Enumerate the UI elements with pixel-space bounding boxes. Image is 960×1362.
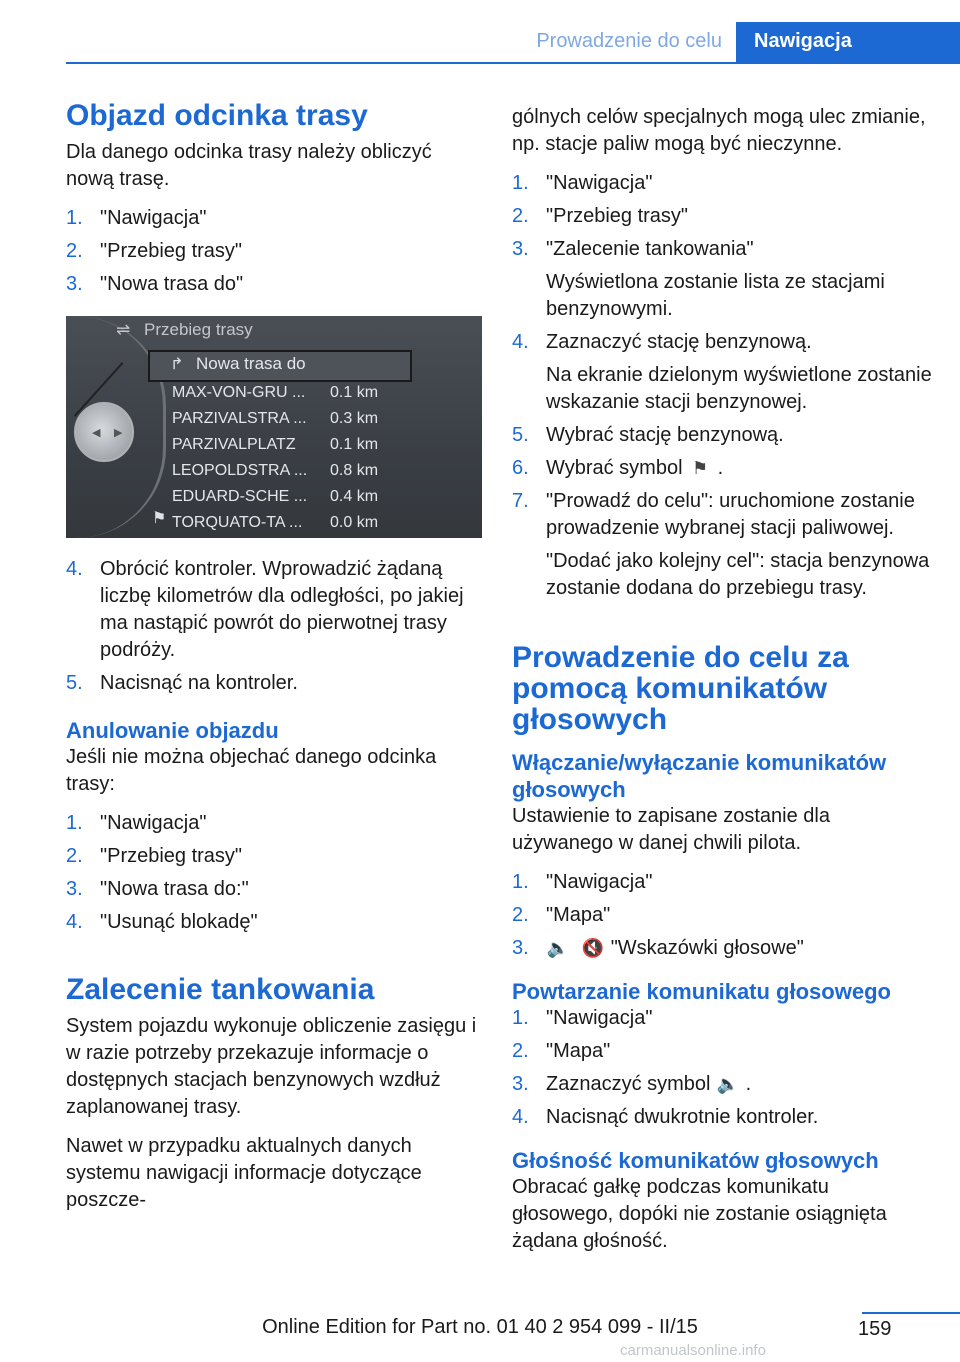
list-item: 2. "Mapa": [512, 1040, 611, 1062]
list-item: 4. Zaznaczyć stację benzynową. Na ekranie dzielonym wyświetlone zostanie wskazanie stacji benzynowej.: [512, 331, 932, 413]
list-item: 4. Nacisnąć dwukrotnie kontroler.: [512, 1106, 819, 1128]
heading-fuel: Zalecenie tankowania: [66, 973, 375, 1006]
heading-cancel-detour: Anulowanie objazdu: [66, 718, 279, 743]
list-item: 2. "Przebieg trasy": [512, 205, 689, 227]
destination-flag-icon: ⚑: [152, 510, 167, 527]
heading-volume: Głośność komunikatów głosowych: [512, 1148, 879, 1173]
heading-detour: Objazd odcinka trasy: [66, 99, 368, 132]
list-item: 4. "Usunąć blokadę": [66, 911, 258, 933]
screen-row: PARZIVALSTRA ... 0.3 km: [172, 410, 379, 427]
list-item: 2. "Przebieg trasy": [66, 240, 243, 262]
detour-steps: [66, 205, 482, 298]
heading-voice-guidance: Prowadzenie do celu za pomocą komunikatów głosowych: [512, 641, 849, 736]
paragraph-detour: Dla danego odcinka trasy należy obliczyć nową trasę.: [66, 141, 432, 190]
paragraph-volume: Obracać gałkę podczas komunikatu głosowego, dopóki nie zostanie osiągnięta żądana głośność.: [512, 1176, 887, 1252]
footer-rule: [862, 1312, 960, 1314]
list-item: 1. "Nawigacja": [66, 812, 207, 834]
header-section-title: Prowadzenie do celu: [536, 30, 722, 52]
list-item: 2. "Mapa": [512, 904, 611, 926]
detour-steps-continued: [66, 556, 482, 697]
paragraph-fuel-1: System pojazdu wykonuje obliczenie zasięgu i w razie potrzeby przekazuje informacje o dostępnych stacjach benzynowych wzdłuż zaplanowanej trasy.: [66, 1015, 477, 1118]
idrive-screen-image: ◀ ▶ ⇌ Przebieg trasy ↱ Nowa trasa do MAX-VON-GRU ... 0.1 km PARZIVALSTRA ... 0.3 km PARZIVALPLATZ 0.1 km LEOPOLDSTRA ... 0.8 km EDUARD-SCHE ... 0.4 km ⚑ TORQUATO-TA ... 0.0 km: [66, 316, 482, 538]
footer-edition: Online Edition for Part no. 01 40 2 954 099 - II/15: [262, 1316, 698, 1338]
screen-title: ⇌ Przebieg trasy: [116, 320, 253, 339]
screen-row: MAX-VON-GRU ... 0.1 km: [172, 384, 379, 401]
fuel-steps: [512, 170, 932, 602]
list-item: 3. 🔈 🔇 "Wskazówki głosowe": [512, 935, 932, 962]
speaker-muted-icon: 🔇: [581, 938, 605, 958]
list-item: 1. "Nawigacja": [512, 1007, 653, 1029]
list-item: 6. Wybrać symbol ⚑ .: [512, 455, 932, 482]
heading-repeat-voice: Powtarzanie komunikatu głosowego: [512, 979, 891, 1004]
paragraph-cancel: Jeśli nie można objechać danego odcinka trasy:: [66, 746, 437, 795]
watermark: carmanualsonline.info: [620, 1342, 766, 1359]
heading-toggle-voice: Włączanie/wyłączanie komunikatów głosowych: [512, 750, 887, 802]
list-item: 4. Obrócić kontroler. Wprowadzić żądaną liczbę kilometrów dla odległości, po jakiej ma nastąpić powrót do pierwotnej trasy podróży.: [66, 558, 464, 661]
right-column: [512, 104, 932, 1255]
list-item: 1. "Nawigacja": [512, 172, 653, 194]
controller-knob-icon: [74, 402, 134, 462]
speaker-icon: 🔈: [546, 938, 570, 958]
left-column: [66, 100, 482, 1214]
list-item: 1. "Nawigacja": [512, 871, 653, 893]
destination-flag-icon: ⚑: [692, 458, 709, 478]
list-item: 5. Nacisnąć na kontroler.: [66, 672, 298, 694]
list-item: 3. "Nowa trasa do": [66, 273, 244, 295]
list-item: 2. "Przebieg trasy": [66, 845, 243, 867]
page-number: 159: [858, 1318, 892, 1340]
toggle-steps: [512, 869, 932, 962]
list-item: 7. "Prowadź do celu": uruchomione zostanie prowadzenie wybranej stacji paliwowej. "Dodać jako kolejny cel": stacja benzynowa zostanie dodana do przebiegu trasy.: [512, 490, 930, 599]
paragraph-toggle: Ustawienie to zapisane zostanie dla używanego w danej chwili pilota.: [512, 805, 830, 854]
route-icon: ⇌: [116, 320, 131, 339]
list-item: 3. "Nowa trasa do:": [66, 878, 249, 900]
speaker-icon: 🔈: [716, 1074, 740, 1094]
paragraph-fuel-2: Nawet w przypadku aktualnych danych systemu nawigacji informacje dotyczące poszcze-: [66, 1135, 422, 1211]
screen-row: PARZIVALPLATZ 0.1 km: [172, 436, 379, 453]
repeat-steps: [512, 1005, 932, 1131]
list-item: 5. Wybrać stację benzynową.: [512, 424, 784, 446]
detour-icon: ↱: [170, 356, 184, 373]
list-item: 3. Zaznaczyć symbol 🔈 .: [512, 1071, 932, 1098]
cancel-steps: [66, 810, 482, 936]
screen-selected-label: Nowa trasa do: [196, 354, 306, 373]
screen-row: TORQUATO-TA ... 0.0 km: [172, 514, 379, 531]
screen-row: LEOPOLDSTRA ... 0.8 km: [172, 462, 379, 479]
list-item: 1. "Nawigacja": [66, 207, 207, 229]
header-chapter-tab: Nawigacja: [736, 22, 960, 64]
screen-row: EDUARD-SCHE ... 0.4 km: [172, 488, 379, 505]
list-item: 3. "Zalecenie tankowania" Wyświetlona zostanie lista ze stacjami benzynowymi.: [512, 238, 885, 320]
header-rule: [66, 62, 960, 64]
paragraph-fuel-continued: gólnych celów specjalnych mogą ulec zmianie, np. stacje paliw mogą być nieczynne.: [512, 106, 926, 155]
